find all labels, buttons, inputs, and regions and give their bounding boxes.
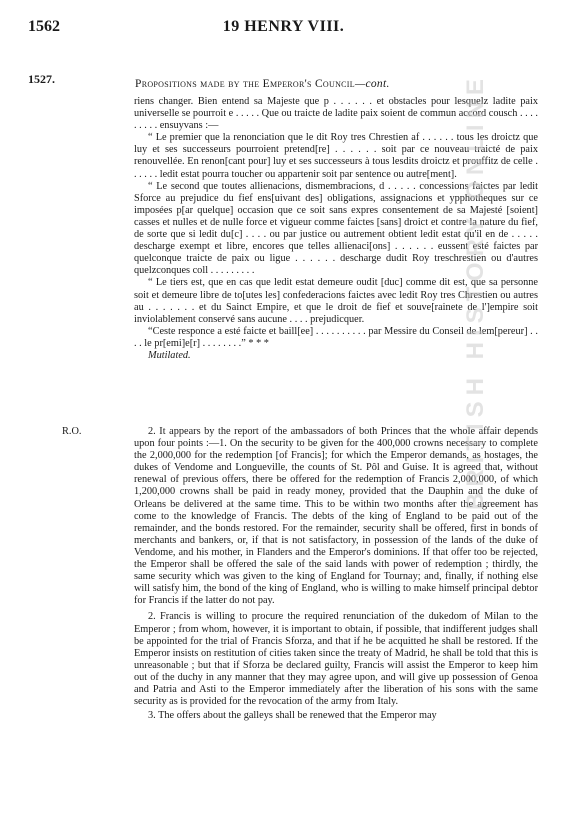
margin-year: 1527.	[28, 72, 55, 86]
french-paragraph: “ Le premier que la renonciation que le dit Roy tres Chrestien af . . . . . . tous les droictz que luy et ses successeurs pourroient pretend[re] . . . . . . soit par ce nouveau traicté de paix renouvellée. En renon[cant pour] luy et ses successeurs à tous lesdits droictz et prouffitz de celle . . . . . . ledit estat pourra toucher ou appartenir soit par sentence ou autre[ment].	[134, 132, 538, 180]
section-heading-main: Propositions made by the Emperor's Council	[135, 78, 355, 90]
section-heading	[135, 78, 465, 90]
english-paragraph: 3. The offers about the galleys shall be renewed that the Emperor may	[148, 710, 437, 722]
english-paragraph: 2. Francis is willing to procure the required renunciation of the dukedom of Milan to the Emperor ; from whom, however, it is important to obtain, if possible, that indifferent judges shall be appointed for the trial of Francis Sforza, and that if he be acquitted he shall be restored. If the Emperor insists on restitution of cities taken since the treaty of Madrid, he shall be told that this is unreasonable ; but that if Sforza be declared guilty, Francis will assist the Emperor to keep him out of the duchy in any manner that they may agree upon, and will give up possession of Genoa and Patria and Asti to the Emperor immediately after the liberation of his sons with the same security as is provided for the revocation of the army from Italy.	[134, 611, 538, 708]
mutilated-note: Mutilated.	[148, 349, 191, 361]
page-header	[28, 18, 539, 40]
margin-reference: R.O.	[62, 426, 82, 437]
english-text-block	[134, 426, 538, 722]
french-paragraph: “ Le tiers est, que en cas que ledit estat demeure oudit [duc] comme dit est, que sa personne soit et demeure libre de to[utes les] confederacions faictes avec ledit Roy tres Chrestien ou autres au . . . . . . . et du Sainct Empire, et que le droit de fief et souve[rainete de l']empire soit inviolablement conservé sans aucune . . . . prejudicquer.	[134, 277, 538, 325]
french-paragraph: “ Le second que toutes allienacions, dismembracions, d . . . . . concessions faictes par ledit Sforce au prejudice du fief ens[uivant des] obligations, assignacions et ypphotheques sur ce imposées p[ar quelque] occasion que ce soit sans expres consentement de sa Majesté [soient] casses et nulles et de nulle force et vigueur comme faictes [sans] droict et contre la nature du fief, de sorte que si ledit du[c] . . . . ou par justice ou autrement obtient ledit estat qu'il en de . . . . . descharge exempt et libre, encores que telles allienaci[ons] . . . . . . eussent esté faictes par quelconque traicte de paix ou ligue . . . . . . descharge dudit Roy treschrestien ou d'autres quelzconques coll . . . . . . . . .	[134, 180, 538, 277]
french-paragraph: riens changer. Bien entend sa Majeste que p . . . . . . et obstacles pour lesquelz ladite paix universelle se pourroit e . . . . . Que ou traicte de ladite paix soient de commun accord cousch . . . . . . . . . ensuyvans :—	[134, 96, 538, 132]
french-text-block	[134, 96, 538, 362]
french-paragraph: “Ceste responce a esté faicte et baill[ee] . . . . . . . . . . par Messire du Conseil de lem[pereur] . . . . le pr[emi]e[r] . . . . . . . .” * * *	[134, 325, 538, 349]
english-paragraph: 2. It appears by the report of the ambassadors of both Princes that the whole affair depends upon four points :—1. On the security to be given for the 400,000 crowns necessary to complete the 2,000,000 for the redemption [of Francis]; for which the Emperor demands, as hostages, the dukes of Vendome and Longueville, the counts of St. Pôl and Guise. It is agreed that, without renewal of previous offers, there be offered for the redemption of Francis 2,000,000, of which 1,200,000 crowns shall be paid in ready money, provided that the Dauphin and the duke of Orleans be delivered at the same time. This to be within two months after the agreement has come to the knowledge of Francis. The debts of the king of England to be paid out of the remainder, and the bonds restored. For the remainder, security shall be offered, first in bonds of merchants and bankers, or, if that is not satisfactory, in possession of the lands of the duke of Vendome, and his mother, in Flanders and the Emperor's dominions. If that offer too be rejected, the Emperor shall be offered the sale of the said lands with power of redemption ; thirdly, the same security which was given to the king of England for Tournay; and, finally, if nothing else will satisfy him, the bond of the king of England, who is willing to make himself principal debtor for Francis if the latter do not pay.	[134, 426, 538, 607]
watermark: BRITISH HISTORY ONLINE	[462, 73, 489, 510]
running-title: 19 HENRY VIII.	[222, 18, 345, 35]
section-heading-cont: —cont.	[354, 78, 390, 90]
page-number: 1562	[28, 18, 60, 35]
